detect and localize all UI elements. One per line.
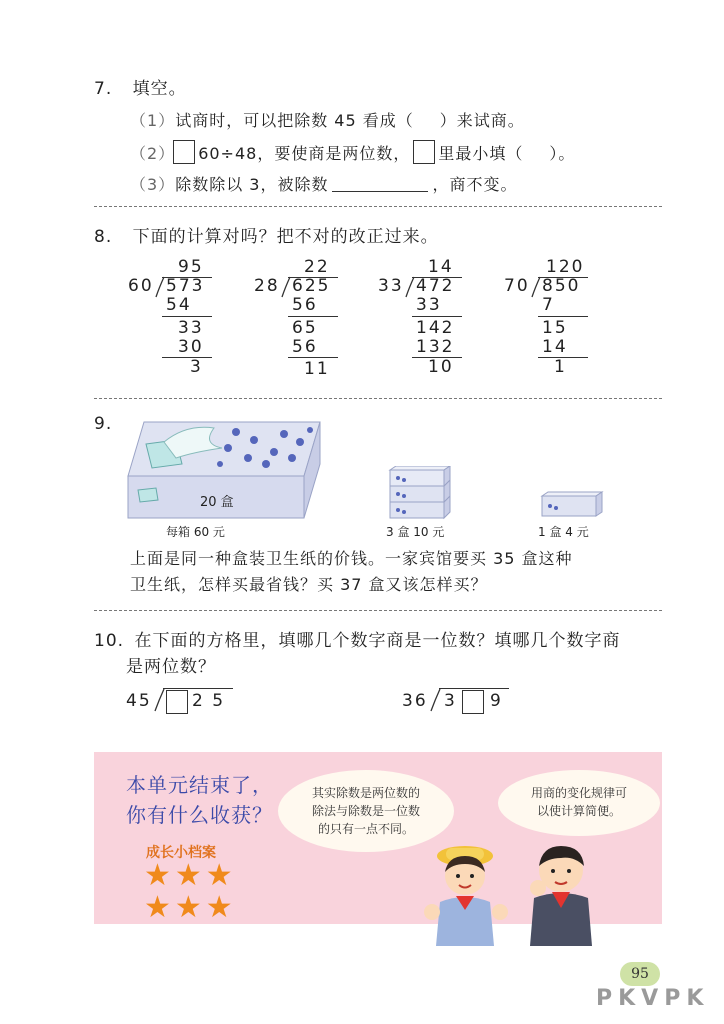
section-divider bbox=[94, 206, 662, 207]
long-division-2: 22 28 625 56 65 56 11 bbox=[254, 255, 354, 380]
division-bracket bbox=[154, 688, 166, 712]
boy-character-illustration bbox=[516, 838, 606, 946]
q7-header bbox=[94, 74, 187, 99]
q10-number: 10. bbox=[94, 631, 125, 651]
q7-item-3: （3）除数除以 3，被除数 ，商不变。 bbox=[130, 175, 518, 194]
price-one-box: 1 盒 4 元 bbox=[538, 525, 589, 539]
q10-text-1: 在下面的方格里，填哪几个数字商是一位数？填哪几个数字商 bbox=[134, 631, 621, 651]
long-division-4: 120 70 850 7 15 14 1 bbox=[504, 255, 604, 380]
q9-number: 9. bbox=[94, 414, 113, 434]
division-bracket bbox=[430, 688, 442, 712]
q10-division-2: 36 3 9 bbox=[402, 688, 522, 716]
crate-label: 20 盒 bbox=[200, 495, 234, 510]
q8-title: 下面的计算对吗？把不对的改正过来。 bbox=[132, 227, 439, 247]
star-icon: ★★★ bbox=[144, 858, 237, 893]
q7-item-2: （2） 60÷48，要使商是两位数， 里最小填（ ）。 bbox=[130, 140, 575, 164]
single-tissue-box-illustration bbox=[540, 490, 604, 520]
q10-text-2: 是两位数？ bbox=[126, 657, 216, 677]
price-crate: 每箱 60 元 bbox=[166, 525, 225, 539]
stars-rating bbox=[144, 860, 237, 924]
girl-character-illustration bbox=[420, 842, 510, 946]
price-three-boxes: 3 盒 10 元 bbox=[386, 525, 445, 539]
answer-box[interactable] bbox=[166, 690, 188, 714]
long-division-3: 14 33 472 33 142 132 10 bbox=[378, 255, 478, 380]
section-divider bbox=[94, 610, 662, 611]
section-divider bbox=[94, 398, 662, 399]
q10-division-1: 45 2 5 bbox=[126, 688, 246, 716]
answer-box[interactable] bbox=[462, 690, 484, 714]
q9-text-line-1: 上面是同一种盒装卫生纸的价钱。一家宾馆要买 35 盒这种 bbox=[130, 549, 573, 568]
summary-heading: 本单元结束了， 你有什么收获？ bbox=[126, 773, 273, 827]
q7-item-1: （1）试商时，可以把除数 45 看成（ ）来试商。 bbox=[130, 111, 525, 130]
answer-box[interactable] bbox=[173, 140, 195, 164]
growth-archive-label: 成长小档案 bbox=[146, 845, 216, 861]
q9-text-line-2: 卫生纸，怎样买最省钱？买 37 盒又该怎样买？ bbox=[130, 575, 488, 594]
q8-header bbox=[94, 222, 439, 247]
watermark-text: PKVPK bbox=[596, 986, 710, 1011]
q8-number: 8. bbox=[94, 227, 113, 247]
tissue-box-stack-illustration bbox=[388, 466, 452, 520]
speech-bubble-2: 用商的变化规律可 以使计算简便。 bbox=[498, 770, 660, 836]
speech-bubble-1: 其实除数是两位数的 除法与除数是一位数 的只有一点不同。 bbox=[278, 770, 454, 852]
q7-title: 填空。 bbox=[132, 79, 187, 99]
answer-blank[interactable] bbox=[332, 177, 428, 192]
q10-line-1 bbox=[94, 626, 620, 651]
long-division-1: 95 60 573 54 33 30 3 bbox=[128, 255, 228, 380]
answer-box[interactable] bbox=[413, 140, 435, 164]
star-icon: ★★★ bbox=[144, 890, 237, 925]
page-number: 95 bbox=[620, 962, 660, 986]
q7-number: 7. bbox=[94, 79, 113, 99]
